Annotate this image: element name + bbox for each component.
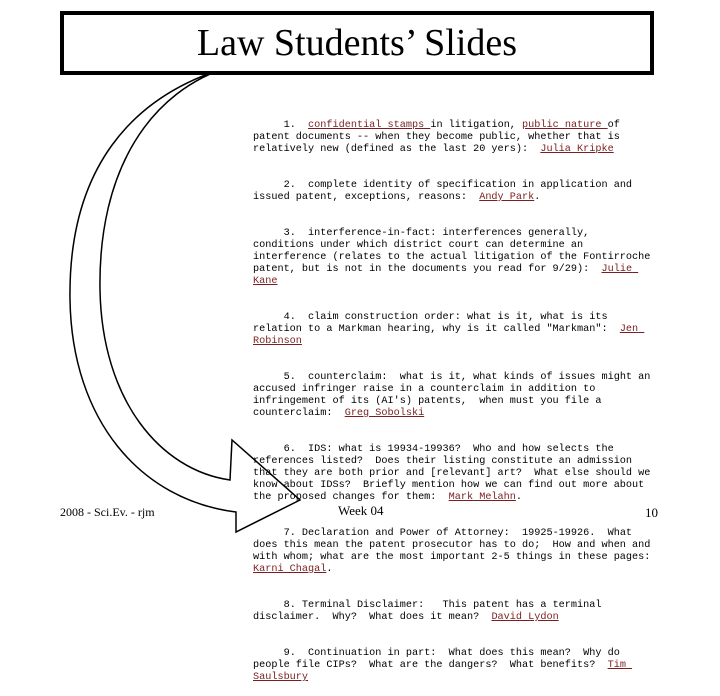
list-item: 4. claim construction order: what is it, what is its relation to a Markman hearing, why is it called "Markman": Jen Robinson — [253, 312, 645, 347]
slide-number: 10 — [645, 505, 658, 520]
list-item: 7. Declaration and Power of Attorney: 19925-19926. What does this mean the patent prosecutor has to do; How and when and with whom; what are the most important 2-5 things in these pages: Karni Chagal. — [253, 528, 663, 575]
student-name-link[interactable]: Greg Sobolski — [344, 408, 425, 419]
list-item: 5. counterclaim: what is it, what kinds of issues might an accused infringer raise in a counterclaim in addition to infringement of its (AI's) patents, when must you file a counterclaim: Greg Sobolski — [253, 372, 657, 419]
footer-week-label: Week 04 — [338, 503, 384, 518]
list-item: 9. Continuation in part: What does this mean? Why do people file CIPs? What are the dangers? What benefits? Tim Saulsbury — [253, 648, 633, 683]
list-item: 2. complete identity of specification in application and issued patent, exceptions, reasons: Andy Park. — [253, 180, 639, 203]
student-name-link[interactable]: Mark Melahn — [448, 492, 516, 503]
footer-course-label: 2008 - Sci.Ev. - rjm — [60, 505, 155, 519]
list-item: 6. IDS: what is 19934-19936? Who and how selects the references listed? Does their listing constitute an admission that they are both prior and [relevant] art? What else should we know about IDSs? Briefly mention how we can find out more about the proposed changes for them: Mark Melahn. — [253, 444, 657, 503]
list-item: 8. Terminal Disclaimer: This patent has a terminal disclaimer. Why? What does it mean? David Lydon — [253, 600, 608, 623]
student-name-link[interactable]: Jen Robinson — [253, 324, 645, 347]
student-name-link[interactable]: Julia Kripke — [540, 144, 614, 155]
topic-link[interactable]: confidential stamps — [308, 120, 431, 131]
student-name-link[interactable]: Andy Park — [479, 192, 535, 203]
student-name-link[interactable]: Julie Kane — [253, 264, 639, 287]
list-item: 3. interference-in-fact: interferences generally, conditions under which district court can determine an interference (relates to the actual litigation of the Fontirroche patent, but is not in the documents you read for 9/29): Julie Kane — [253, 228, 657, 287]
student-name-link[interactable]: Tim Saulsbury — [253, 660, 633, 683]
slide-title-box — [60, 11, 654, 75]
student-name-link[interactable]: David Lydon — [491, 612, 559, 623]
list-item: 1. confidential stamps in litigation, public nature of patent documents -- when they become public, whether that is relatively new (defined as the last 20 yers): Julia Kripke — [253, 120, 626, 155]
student-name-link[interactable]: Karni Chagal — [253, 564, 327, 575]
slide-title: Law Students’ Slides — [196, 22, 518, 64]
topic-link[interactable]: public nature — [522, 120, 608, 131]
